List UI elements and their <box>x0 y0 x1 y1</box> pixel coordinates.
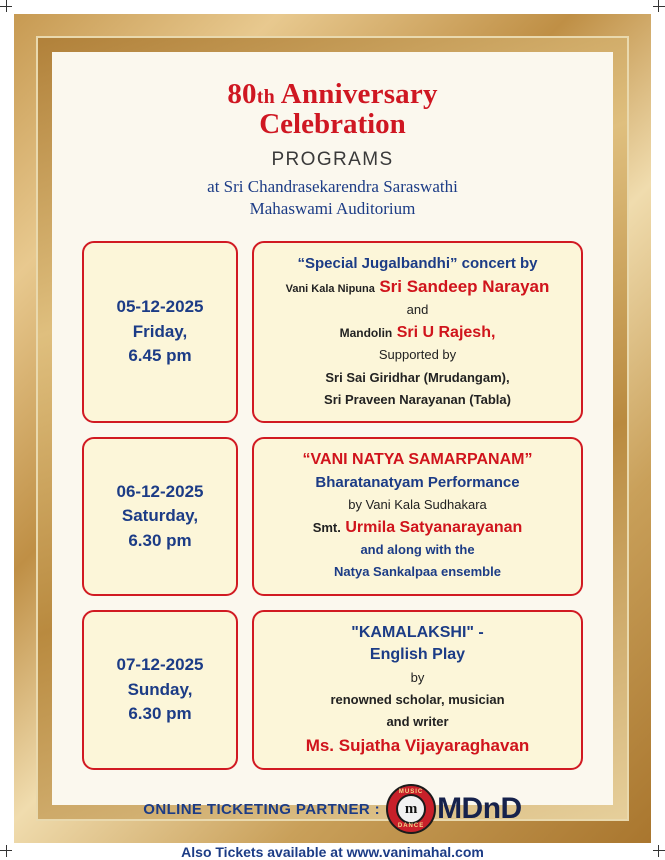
event-time: 6.45 pm <box>128 346 192 366</box>
event-description-line <box>315 472 519 494</box>
poster-footer <box>82 784 583 860</box>
event-text-segment: and along with the <box>360 541 475 557</box>
event-text-segment: Supported by <box>378 347 457 363</box>
reg-mark-bottom-left-h <box>0 850 12 851</box>
event-text-segment: “VANI NATYA SAMARPANAM” <box>302 451 533 469</box>
event-description-line <box>411 667 425 689</box>
venue-line-1: at Sri Chandrasekarendra Saraswathi <box>207 176 458 196</box>
event-artist-name: Sri Sandeep Narayan <box>379 277 550 297</box>
event-text-segment: by <box>410 669 425 685</box>
mdnd-ring-bottom: DANCE <box>397 823 425 830</box>
ticketing-partner-label: ONLINE TICKETING PARTNER : <box>143 800 381 818</box>
event-text-segment: Bharatanatyam Performance <box>315 473 520 491</box>
event-text-segment: Ms. Sujatha Vijayaraghavan <box>305 735 530 755</box>
event-date-cell <box>82 610 238 770</box>
event-description-line <box>348 494 487 516</box>
ticketing-partner-row <box>82 784 583 834</box>
poster-gold-frame <box>14 14 651 860</box>
mdnd-badge-icon <box>386 784 436 834</box>
reg-mark-bottom-right-v <box>658 845 659 857</box>
event-row <box>82 437 583 595</box>
event-date: 07-12-2025 <box>116 654 204 674</box>
mdnd-core-letter: m <box>396 794 426 824</box>
event-description-line <box>379 344 456 366</box>
event-text-segment: Sri Sai Giridhar (Mrudangam), <box>325 369 510 385</box>
event-text-segment: Natya Sankalpaa ensemble <box>334 564 501 580</box>
programs-label: PROGRAMS <box>271 148 394 170</box>
also-tickets-line: Also Tickets available at www.vanimahal.com <box>181 844 484 860</box>
event-description-cell <box>252 437 583 595</box>
title-suffix: th <box>256 86 275 108</box>
event-row <box>82 610 583 770</box>
venue-block <box>82 176 583 221</box>
reg-mark-top-left-h <box>0 6 12 7</box>
event-description-line <box>370 644 465 666</box>
event-row <box>82 241 583 424</box>
event-text-segment: Mandolin <box>339 325 393 340</box>
event-description-line <box>303 449 533 471</box>
title-number: 80 <box>227 78 257 110</box>
event-artist-name: Urmila Satyanarayanan <box>345 518 523 536</box>
event-date-cell <box>82 241 238 424</box>
reg-mark-bottom-right-h <box>653 850 665 851</box>
event-day: Sunday, <box>127 679 193 699</box>
event-description-line <box>386 711 448 733</box>
event-description-line <box>330 689 504 711</box>
event-description-cell <box>252 610 583 770</box>
event-text-segment: and writer <box>386 714 449 730</box>
event-description-line <box>325 367 509 389</box>
event-description-line <box>324 389 511 411</box>
events-list <box>82 241 583 770</box>
event-description-line <box>334 561 501 583</box>
event-description-line <box>340 322 496 344</box>
venue-line-2: Mahaswami Auditorium <box>249 199 416 219</box>
poster-header <box>82 78 583 221</box>
poster-content <box>52 52 613 860</box>
event-day: Friday, <box>132 321 188 341</box>
event-date-cell <box>82 437 238 595</box>
event-description-line <box>297 253 537 275</box>
event-time: 6.30 pm <box>128 530 192 550</box>
event-text-segment: "KAMALAKSHI" - <box>351 623 484 641</box>
event-text-segment: Smt. <box>312 519 341 535</box>
event-artist-name: Sri U Rajesh, <box>396 323 496 341</box>
event-text-segment: Vani Kala Nipuna <box>285 283 375 296</box>
event-date: 06-12-2025 <box>116 481 204 501</box>
event-description-line <box>306 734 530 758</box>
event-description-cell <box>252 241 583 424</box>
event-day: Saturday, <box>121 506 199 526</box>
event-description-line <box>407 299 429 321</box>
mdnd-ring-text <box>388 786 434 832</box>
poster-inner-frame <box>36 36 629 860</box>
page-title-line2: Celebration <box>259 108 406 141</box>
page-title <box>82 78 583 110</box>
event-description-line <box>313 517 523 539</box>
event-description-line <box>360 539 474 561</box>
event-text-segment: by Vani Kala Sudhakara <box>348 497 487 513</box>
mdnd-wordmark: MDnD <box>437 792 522 826</box>
mdnd-ring-top: MUSIC <box>398 789 424 796</box>
title-word: Anniversary <box>280 78 438 110</box>
event-date: 05-12-2025 <box>116 297 204 317</box>
reg-mark-bottom-left-v <box>6 845 7 857</box>
event-text-segment: “Special Jugalbandhi” concert by <box>297 254 538 272</box>
event-text-segment: and <box>406 302 429 318</box>
event-text-segment: Sri Praveen Narayanan (Tabla) <box>324 392 511 408</box>
event-text-segment: renowned scholar, musician <box>330 691 505 707</box>
event-description-line <box>286 275 550 299</box>
event-description-line <box>351 622 484 644</box>
event-text-segment: English Play <box>369 646 466 664</box>
reg-mark-top-right-h <box>653 6 665 7</box>
event-time: 6.30 pm <box>128 704 192 724</box>
mdnd-logo[interactable] <box>386 784 522 834</box>
